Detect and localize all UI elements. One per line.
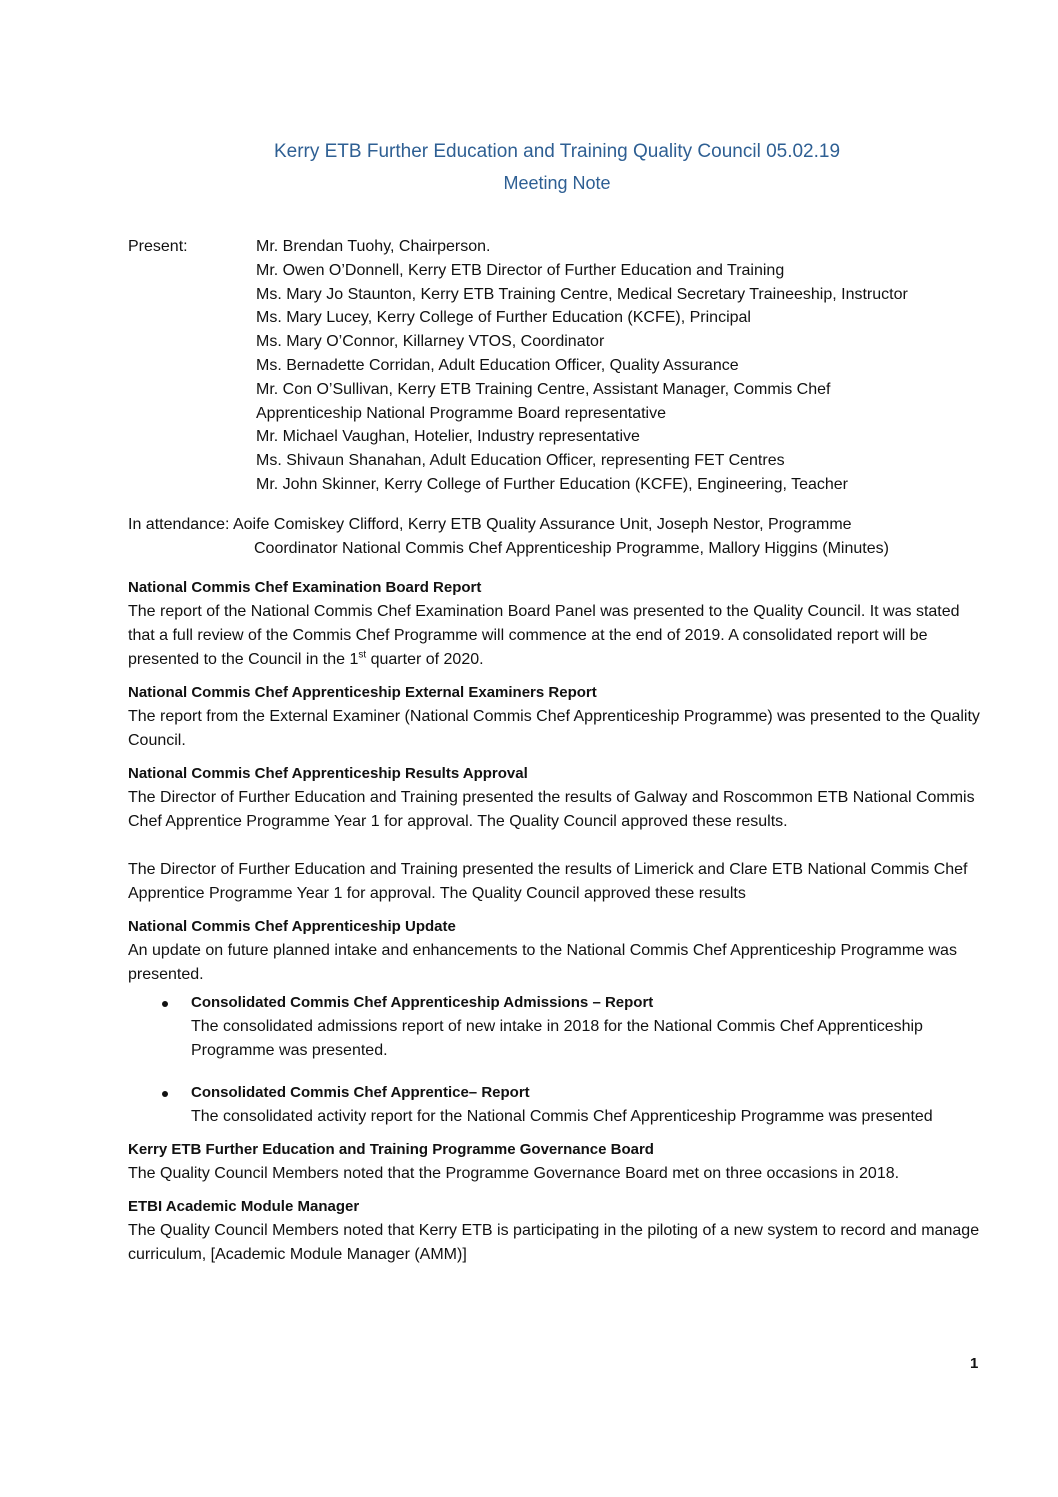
document-subtitle: Meeting Note: [503, 173, 611, 193]
section-text: The Director of Further Education and Training presented the results of Limerick and Clare ETB National Commis Chef Apprentice Programme Year 1 for approval. The Quality Council approved these results: [128, 861, 968, 902]
bullet-text: The consolidated admissions report of new intake in 2018 for the National Commis Chef Apprenticeship Programme was presented.: [191, 1018, 923, 1059]
section-text: The Quality Council Members noted that Kerry ETB is participating in the piloting of a new system to record and manage curriculum, [Academic Module Manager (AMM)]: [128, 1222, 980, 1263]
section-governance: [128, 1138, 988, 1186]
section-text: The report from the External Examiner (National Commis Chef Apprenticeship Programme) was presented to the Quality Council.: [128, 708, 980, 749]
list-item: [128, 1081, 988, 1129]
section-heading: National Commis Chef Examination Board Report: [128, 579, 482, 596]
present-member: Mr. Con O’Sullivan, Kerry ETB Training Centre, Assistant Manager, Commis Chef: [256, 380, 831, 398]
bullet-icon: [162, 1001, 168, 1007]
attendance-line: In attendance: Aoife Comiskey Clifford, Kerry ETB Quality Assurance Unit, Joseph Nestor, Programme: [128, 516, 852, 533]
section-text-part: quarter of 2020.: [366, 651, 484, 668]
section-exam-board: [128, 576, 988, 672]
superscript: st: [358, 649, 367, 661]
present-member: Ms. Bernadette Corridan, Adult Education Officer, Quality Assurance: [256, 356, 739, 374]
section-heading: National Commis Chef Apprenticeship Update: [128, 918, 456, 935]
present-member: Mr. Michael Vaughan, Hotelier, Industry representative: [256, 428, 640, 446]
bullet-text: The consolidated activity report for the National Commis Chef Apprenticeship Programme was presented: [191, 1108, 933, 1125]
present-member: Apprenticeship National Programme Board representative: [256, 404, 666, 422]
present-member: Ms. Mary O’Connor, Killarney VTOS, Coordinator: [256, 333, 605, 351]
present-member: Ms. Mary Lucey, Kerry College of Further Education (KCFE), Principal: [256, 309, 751, 327]
bullet-icon: [162, 1091, 168, 1097]
section-update: [128, 915, 988, 1129]
section-heading: Kerry ETB Further Education and Training Programme Governance Board: [128, 1141, 654, 1158]
section-amm: [128, 1195, 988, 1267]
bullet-title: Consolidated Commis Chef Apprentice– Report: [191, 1084, 530, 1101]
present-list: [256, 235, 996, 497]
section-external-examiners: [128, 681, 988, 753]
present-member: Mr. Brendan Tuohy, Chairperson.: [256, 238, 491, 255]
section-text: The Director of Further Education and Training presented the results of Galway and Roscommon ETB National Commis Chef Apprentice Programme Year 1 for approval. The Quality Council approved these results.: [128, 789, 975, 830]
section-text: The Quality Council Members noted that the Programme Governance Board met on three occasions in 2018.: [128, 1165, 900, 1182]
section-text-part: The report of the National Commis Chef Examination Board Panel was presented to the Quality Council. It was stated that a full review of the Commis Chef Programme will commence at the end of 2019. A consolidated report will be presented to the Council in the 1: [128, 603, 960, 668]
present-label: Present:: [128, 238, 188, 255]
section-heading: ETBI Academic Module Manager: [128, 1198, 360, 1215]
attendance-block: [128, 513, 988, 561]
present-member: Ms. Shivaun Shanahan, Adult Education Officer, representing FET Centres: [256, 452, 785, 470]
section-heading: National Commis Chef Apprenticeship Results Approval: [128, 765, 528, 782]
bullet-title: Consolidated Commis Chef Apprenticeship Admissions – Report: [191, 994, 654, 1011]
section-text: An update on future planned intake and enhancements to the National Commis Chef Apprenticeship Programme was presented.: [128, 942, 957, 983]
document-title: Kerry ETB Further Education and Training Quality Council 05.02.19: [273, 141, 841, 162]
section-heading: National Commis Chef Apprenticeship External Examiners Report: [128, 684, 597, 701]
attendance-line: Coordinator National Commis Chef Apprenticeship Programme, Mallory Higgins (Minutes): [254, 540, 889, 557]
present-member: Ms. Mary Jo Staunton, Kerry ETB Training Centre, Medical Secretary Traineeship, Instructor: [256, 285, 908, 303]
list-item: [128, 991, 988, 1063]
minutes-body: [128, 576, 988, 1276]
section-results-approval: [128, 762, 988, 906]
section-text: [128, 600, 988, 672]
present-member: Mr. Owen O’Donnell, Kerry ETB Director of Further Education and Training: [256, 261, 785, 279]
bullet-list: [128, 991, 988, 1129]
present-member: Mr. John Skinner, Kerry College of Further Education (KCFE), Engineering, Teacher: [256, 475, 848, 493]
page-number: 1: [970, 1355, 979, 1372]
